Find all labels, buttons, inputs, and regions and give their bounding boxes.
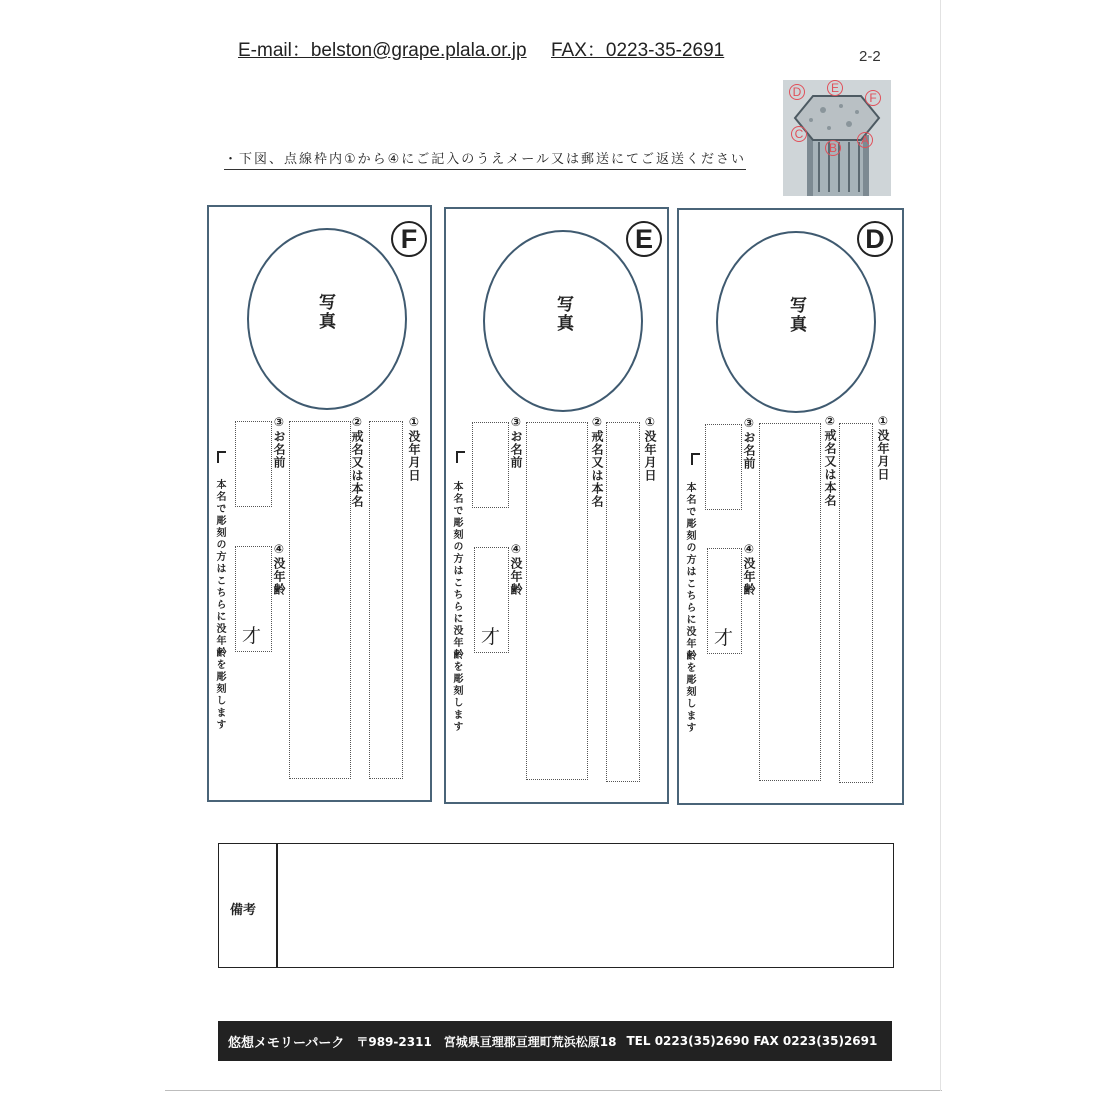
panel-letter-f: F: [391, 221, 427, 257]
label-f-marker: F: [865, 90, 881, 106]
engraving-note: 本名で彫刻の方はこちらに没年齢を彫刻します: [214, 479, 225, 731]
posthumous-name-field[interactable]: [526, 422, 588, 780]
remarks-divider: [276, 844, 278, 967]
posthumous-name-field[interactable]: [289, 421, 351, 779]
corner-mark: [456, 451, 465, 463]
photo-label: 写真: [553, 295, 573, 333]
label-d-marker: D: [789, 84, 805, 100]
photo-label: 写真: [315, 293, 335, 331]
age-unit: 才: [242, 625, 262, 647]
name-field[interactable]: [472, 422, 509, 508]
age-field[interactable]: [235, 546, 272, 652]
label-e-marker: E: [827, 80, 843, 96]
posthumous-name-field[interactable]: [759, 423, 821, 781]
footer-address: 〒989-2311 宮城県亘理郡亘理町荒浜松原18: [356, 1034, 617, 1049]
panel-f: [207, 205, 432, 802]
death-date-field[interactable]: [369, 421, 403, 779]
label-c-marker: C: [791, 126, 807, 142]
email-line[interactable]: E-mail：belston@grape.plala.or.jp: [238, 40, 527, 61]
panel-letter-d: D: [857, 221, 893, 257]
age-field[interactable]: [707, 548, 742, 654]
age-label: ④没年齢: [742, 542, 756, 596]
name-field[interactable]: [705, 424, 742, 510]
posthumous-name-label: ②戒名又は本名: [823, 414, 837, 507]
name-label: ③お名前: [509, 415, 523, 469]
remarks-field[interactable]: [279, 846, 889, 964]
corner-mark: [691, 453, 700, 465]
death-date-label: ①没年月日: [876, 414, 890, 481]
age-unit: 才: [481, 626, 501, 648]
remarks-box: [218, 843, 894, 968]
age-field[interactable]: [474, 547, 509, 653]
death-date-label: ①没年月日: [643, 415, 657, 482]
panel-d: [677, 208, 904, 805]
page-number: 2-2: [859, 48, 881, 65]
age-label: ④没年齢: [509, 542, 523, 596]
reference-photo: [783, 80, 891, 196]
footer-bar: [218, 1021, 892, 1061]
posthumous-name-label: ②戒名又は本名: [350, 415, 364, 508]
page-bottom-edge: [165, 1090, 942, 1091]
death-date-field[interactable]: [839, 423, 873, 783]
corner-mark: [217, 451, 226, 463]
name-field[interactable]: [235, 421, 272, 507]
age-label: ④没年齢: [272, 542, 286, 596]
footer-company: 悠想メモリーパーク: [228, 1035, 345, 1051]
death-date-label: ①没年月日: [407, 415, 421, 482]
panel-e: [444, 207, 669, 804]
label-b-marker: B: [825, 140, 841, 156]
page-right-edge: [940, 0, 941, 1091]
remarks-label: 備考: [230, 903, 257, 918]
label-a-marker: A: [857, 132, 873, 148]
name-label: ③お名前: [742, 416, 756, 470]
engraving-note: 本名で彫刻の方はこちらに没年齢を彫刻します: [451, 481, 462, 733]
instruction-text: ・下図、点線枠内①から④にご記入のうえメール又は郵送にてご返送ください: [224, 148, 746, 170]
panel-letter-e: E: [626, 221, 662, 257]
engraving-note: 本名で彫刻の方はこちらに没年齢を彫刻します: [684, 482, 695, 734]
photo-label: 写真: [786, 296, 806, 334]
name-label: ③お名前: [272, 415, 286, 469]
death-date-field[interactable]: [606, 422, 640, 782]
footer-contact: TEL 0223(35)2690 FAX 0223(35)2691: [626, 1034, 878, 1048]
fax-line: FAX：0223-35-2691: [551, 40, 725, 61]
age-unit: 才: [714, 627, 734, 649]
posthumous-name-label: ②戒名又は本名: [590, 415, 604, 508]
